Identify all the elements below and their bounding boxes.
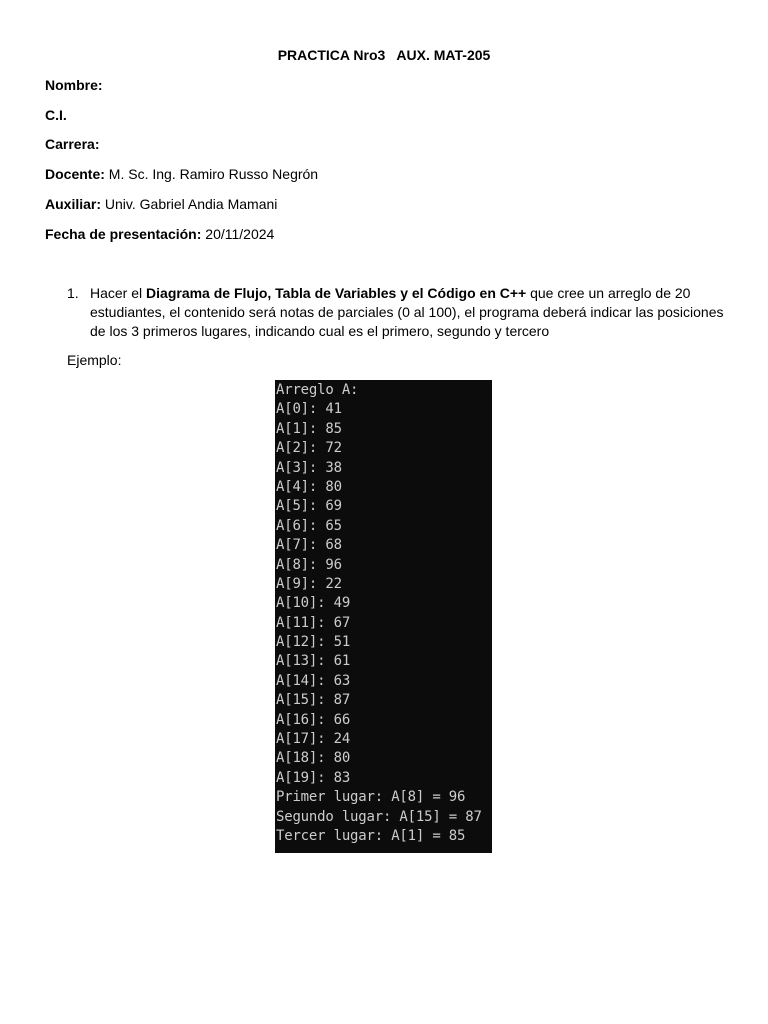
console-line: A[3]: 38 — [276, 459, 342, 476]
console-line: A[0]: 41 — [276, 401, 342, 418]
console-line: Tercer lugar: A[1] = 85 — [276, 827, 466, 844]
page-title: PRACTICA Nro3 AUX. MAT-205 — [277, 47, 491, 63]
console-line: A[4]: 80 — [276, 478, 342, 495]
console-line: A[14]: 63 — [276, 672, 351, 689]
console-line: A[8]: 96 — [276, 556, 342, 573]
console-line: A[6]: 65 — [276, 517, 342, 534]
console-line: A[1]: 85 — [276, 420, 342, 437]
question-1 — [67, 284, 727, 341]
question-prefix: Hacer el — [90, 285, 147, 301]
console-line: A[10]: 49 — [276, 595, 351, 612]
field-label: Nombre: — [45, 77, 103, 93]
console-line: A[7]: 68 — [276, 537, 342, 554]
field-label: Fecha de presentación: — [45, 226, 202, 242]
console-line: A[11]: 67 — [276, 614, 351, 631]
console-line: A[19]: 83 — [276, 769, 351, 786]
field-value: Univ. Gabriel Andia Mamani — [101, 196, 278, 212]
question-suffix: que cree un arreglo de 20 estudiantes, el contenido será notas de parciales (0 al 100), el programa deberá indicar las posiciones de los 3 primeros lugares, indicando cual es el primero, segundo y tercero — [90, 285, 724, 339]
field-label: C.I. — [45, 107, 67, 123]
console-line: A[2]: 72 — [276, 440, 342, 457]
console-line: A[17]: 24 — [276, 731, 351, 748]
console-line: Arreglo A: — [276, 382, 359, 398]
console-line: A[16]: 66 — [276, 711, 351, 728]
field-value: 20/11/2024 — [201, 226, 275, 242]
field-label: Docente: — [45, 166, 105, 182]
field-nombre — [45, 77, 103, 93]
console-line: A[18]: 80 — [276, 750, 351, 767]
console-line: A[15]: 87 — [276, 692, 351, 709]
console-line: A[9]: 22 — [276, 575, 342, 592]
example-label: Ejemplo: — [67, 352, 122, 368]
field-ci — [45, 107, 67, 123]
console-line: Primer lugar: A[8] = 96 — [276, 789, 466, 806]
console-line: A[13]: 61 — [276, 653, 351, 670]
console-line: A[5]: 69 — [276, 498, 342, 515]
field-label: Auxiliar: — [45, 196, 102, 212]
question-text — [90, 284, 727, 341]
question-number: 1. — [67, 285, 79, 301]
field-value: M. Sc. Ing. Ramiro Russo Negrón — [104, 166, 319, 182]
question-bold-text: Diagrama de Flujo, Tabla de Variables y el Código en C++ — [146, 285, 527, 301]
field-docente — [45, 166, 318, 182]
console-output-image — [275, 380, 492, 853]
field-fecha — [45, 226, 274, 242]
field-carrera — [45, 136, 99, 152]
field-label: Carrera: — [45, 136, 100, 152]
console-line: Segundo lugar: A[15] = 87 — [276, 808, 482, 825]
console-line: A[12]: 51 — [276, 634, 351, 651]
field-auxiliar — [45, 196, 277, 212]
